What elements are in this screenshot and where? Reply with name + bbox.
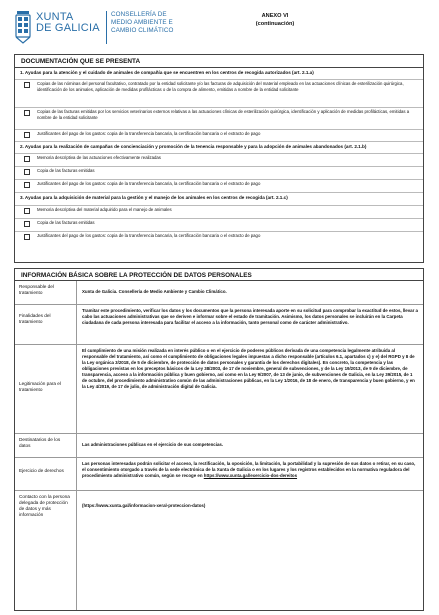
document-checkbox[interactable] — [24, 221, 30, 227]
row-label: Legitimación para el tratamiento — [15, 345, 77, 433]
document-checkbox[interactable] — [24, 132, 30, 138]
data-protection-row — [15, 458, 423, 491]
data-protection-row — [15, 491, 423, 610]
document-item-label: Justificantes del pago de los gastos: copia de la transferencia bancaria, la certificación bancaria o el extracto de pago — [37, 181, 261, 186]
xunta-logo-text — [36, 12, 100, 34]
contact-link[interactable]: https://www.xunta.gal/informacion-xeral-proteccion-datos — [83, 503, 204, 508]
xunta-seal-icon — [14, 10, 32, 44]
document-item[interactable] — [15, 219, 423, 232]
document-item-label: Justificantes del pago de los gastos: copia de la transferencia bancaria, la certificación bancaria o el extracto de pago — [37, 233, 261, 238]
data-protection-section — [14, 268, 424, 611]
section-heading: 3. Ayudas para la adquisición de material para la gestión y el manejo de los animales en los centros de recogida (art. 2.1.c) — [15, 193, 423, 206]
data-protection-row — [15, 434, 423, 458]
document-item[interactable] — [15, 80, 423, 108]
dept-line3: CAMBIO CLIMÁTICO — [111, 27, 174, 35]
department-name — [111, 11, 173, 36]
annex-label — [240, 12, 310, 28]
logo-divider — [106, 11, 107, 44]
row-label: Contacto con la persona delegada de protección de datos y más información — [15, 491, 77, 610]
document-item[interactable] — [15, 108, 423, 130]
document-item-label: Copias de las nóminas del personal facultativo, contratado por la entidad solicitante y/o las facturas de adquisición del material empleado en las actuaciones clínicas de esterilización quirúrgica, identificación de los animales, aplicación de medidas profilácticas o de la compra de alimento, emitidas a nombre de la entidad solicitante — [37, 81, 404, 92]
document-checkbox[interactable] — [24, 156, 30, 162]
document-checkbox[interactable] — [24, 169, 30, 175]
annex-title: ANEXO VI — [261, 13, 289, 19]
document-item-label: Memoria descriptiva del material adquirido para el manejo de animales — [37, 207, 172, 212]
data-protection-row — [15, 345, 423, 434]
page-header — [0, 0, 439, 52]
row-label: Responsable del tratamiento — [15, 281, 77, 304]
document-checkbox[interactable] — [24, 82, 30, 88]
document-item[interactable] — [15, 130, 423, 142]
document-checkbox[interactable] — [24, 208, 30, 214]
rights-text: Las personas interesadas podrán solicitar el acceso, la rectificación, la oposición, la limitación, la portabilidad y la supresión de sus datos o retirar, en su caso, el consentimiento otorgado a través de la sede electrónica de la Xunta de Galicia o en los lugares y los registros establecidos en la normativa reguladora del procedimiento administrativo común, según se recoge en — [82, 461, 416, 478]
row-label: Ejercicio de derechos — [15, 458, 77, 490]
document-checkbox[interactable] — [24, 182, 30, 188]
logo-line1: XUNTA — [36, 11, 74, 23]
row-text: (https://www.xunta.gal/informacion-xeral-proteccion-datos) — [82, 503, 206, 508]
row-text: Xunta de Galicia. Consellería de Medio Ambiente y Cambio Climático. — [82, 289, 227, 294]
row-text — [77, 458, 423, 490]
document-item[interactable] — [15, 206, 423, 219]
rights-link[interactable]: https://www.xunta.gal/exercicio-dos-dereitos — [203, 473, 298, 478]
document-item-label: Copias de las facturas emitidas por los servicios veterinarios externos relativas a las actuaciones clínicas de esterilización quirúrgica, identificación y aplicación de medidas profilácticas, emitidas a nombre de la entidad solicitante — [37, 109, 410, 120]
document-item-label: Copia de las facturas emitidas — [37, 168, 95, 173]
row-label: Destinatarios de los datos — [15, 434, 77, 457]
document-item-label: Justificantes del pago de los gastos: copia de la transferencia bancaria, la certificación bancaria o el extracto de pago — [37, 131, 261, 136]
row-label: Finalidades del tratamiento — [15, 305, 77, 344]
document-checkbox[interactable] — [24, 110, 30, 116]
section-heading: 2. Ayudas para la realización de campañas de concienciación y promoción de la tenencia responsable y para la adopción de animales abandonados (art. 2.1.b) — [15, 142, 423, 154]
documentation-section — [14, 54, 424, 263]
document-item[interactable] — [15, 167, 423, 180]
logo-line2: DE GALICIA — [36, 22, 100, 34]
document-item[interactable] — [15, 154, 423, 167]
dept-line1: CONSELLERÍA DE — [111, 11, 167, 18]
document-item[interactable] — [15, 180, 423, 193]
dept-line2: MEDIO AMBIENTE E — [111, 19, 173, 27]
section-heading: 1. Ayudas para la atención y el cuidado de animales de compañía que se encuentren en los centros de recogida autorizados (art. 2.1.a) — [15, 68, 423, 80]
documentation-title: DOCUMENTACIÓN QUE SE PRESENTA — [15, 55, 423, 68]
document-item[interactable] — [15, 232, 423, 245]
data-protection-row — [15, 281, 423, 305]
row-text: Las administraciones públicas en el ejercicio de sus competencias. — [82, 442, 224, 447]
row-text: Tramitar este procedimiento, verificar los datos y los documentos que la persona interesada aporte en su solicitud para comprobar la exactitud de estos, llevar a cabo las actuaciones administrativas que se deriven e informar sobre el estado de tramitación. Asimismo, los datos personales se incluirán en la Carpeta ciudadana de cada persona interesada para facilitar el acceso a la información, tanto personal como de carácter administrativo. — [82, 308, 418, 325]
document-item-label: Copia de las facturas emitidas — [37, 220, 95, 225]
data-protection-title: INFORMACIÓN BÁSICA SOBRE LA PROTECCIÓN DE DATOS PERSONALES — [15, 269, 423, 281]
data-protection-row — [15, 305, 423, 345]
annex-subtitle: (continuación) — [255, 21, 295, 27]
document-item-label: Memoria descriptiva de las actuaciones efectivamente realizadas — [37, 155, 161, 160]
row-text: El cumplimiento de una misión realizada en interés público o en el ejercicio de poderes públicos derivada de una competencia legalmente atribuida al responsable del tratamiento, así como el cumplimiento de obligaciones legales impuestas a dicho responsable (artículos 6.1, apartados c) y e) del RGPD y 8 de la Ley orgánica 3/2018, de 5 de diciembre, de protección de datos personales y garantía de los derechos digitales). En concreto, la competencia y las obligaciones previstas en los preceptos básicos de la Ley 38/2003, de 17 de noviembre, general de subvenciones, y de la Ley 19/2013, de 9 de diciembre, de transparencia, acceso a la información pública y buen gobierno, así como en la Ley 9/2007, de 13 de junio, de subvenciones de Galicia, en la Ley 39/2015, de 1 de octubre, del procedimiento administrativo común de las administraciones públicas, en la Ley 1/2016, de 18 de enero, de transparencia y buen gobierno, y en la Ley 4/2019, de 17 de julio, de administración digital de Galicia. — [82, 348, 415, 389]
document-checkbox[interactable] — [24, 234, 30, 240]
